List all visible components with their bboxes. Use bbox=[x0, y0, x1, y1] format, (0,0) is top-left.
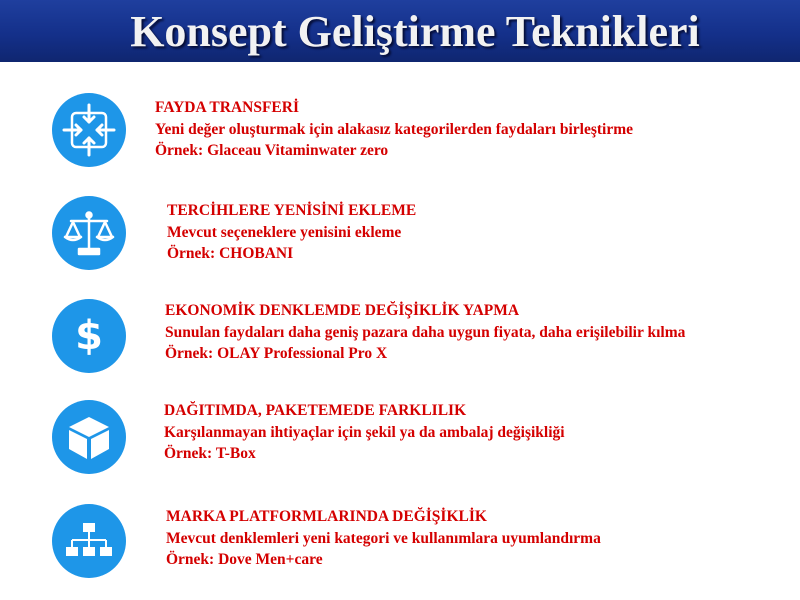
dollar-icon bbox=[52, 299, 126, 373]
technique-heading: TERCİHLERE YENİSİNİ EKLEME bbox=[167, 202, 417, 219]
hierarchy-icon bbox=[52, 504, 126, 578]
technique-item bbox=[164, 400, 565, 465]
technique-item bbox=[166, 506, 601, 571]
technique-example: Örnek: T-Box bbox=[164, 445, 256, 462]
slide-title: Konsept Geliştirme Teknikleri bbox=[130, 7, 700, 56]
technique-heading: FAYDA TRANSFERİ bbox=[155, 99, 299, 116]
scales-icon bbox=[52, 196, 126, 270]
technique-heading: EKONOMİK DENKLEMDE DEĞİŞİKLİK YAPMA bbox=[165, 302, 520, 319]
technique-example: Örnek: OLAY Professional Pro X bbox=[165, 345, 388, 362]
technique-heading: MARKA PLATFORMLARINDA DEĞİŞİKLİK bbox=[166, 508, 487, 525]
technique-heading: DAĞITIMDA, PAKETEMEDE FARKLILIK bbox=[164, 402, 467, 419]
technique-example: Örnek: Glaceau Vitaminwater zero bbox=[155, 142, 389, 159]
box-icon bbox=[52, 400, 126, 474]
technique-example: Örnek: Dove Men+care bbox=[166, 551, 323, 568]
technique-description: Mevcut seçeneklere yenisini ekleme bbox=[167, 223, 402, 241]
technique-description: Yeni değer oluşturmak için alakasız kategorilerden faydaları birleştirme bbox=[155, 120, 634, 138]
technique-example: Örnek: CHOBANI bbox=[167, 245, 294, 262]
arrows-converge-icon bbox=[52, 93, 126, 167]
title-bar bbox=[0, 0, 800, 62]
technique-description: Mevcut denklemleri yeni kategori ve kullanımlara uyumlandırma bbox=[166, 529, 601, 547]
technique-description: Karşılanmayan ihtiyaçlar için şekil ya da ambalaj değişikliği bbox=[164, 423, 565, 441]
svg-text:$: $ bbox=[75, 313, 103, 359]
technique-item bbox=[167, 200, 416, 265]
technique-description: Sunulan faydaları daha geniş pazara daha uygun fiyata, daha erişilebilir kılma bbox=[165, 323, 686, 341]
technique-item bbox=[155, 97, 633, 162]
technique-item bbox=[165, 300, 685, 365]
